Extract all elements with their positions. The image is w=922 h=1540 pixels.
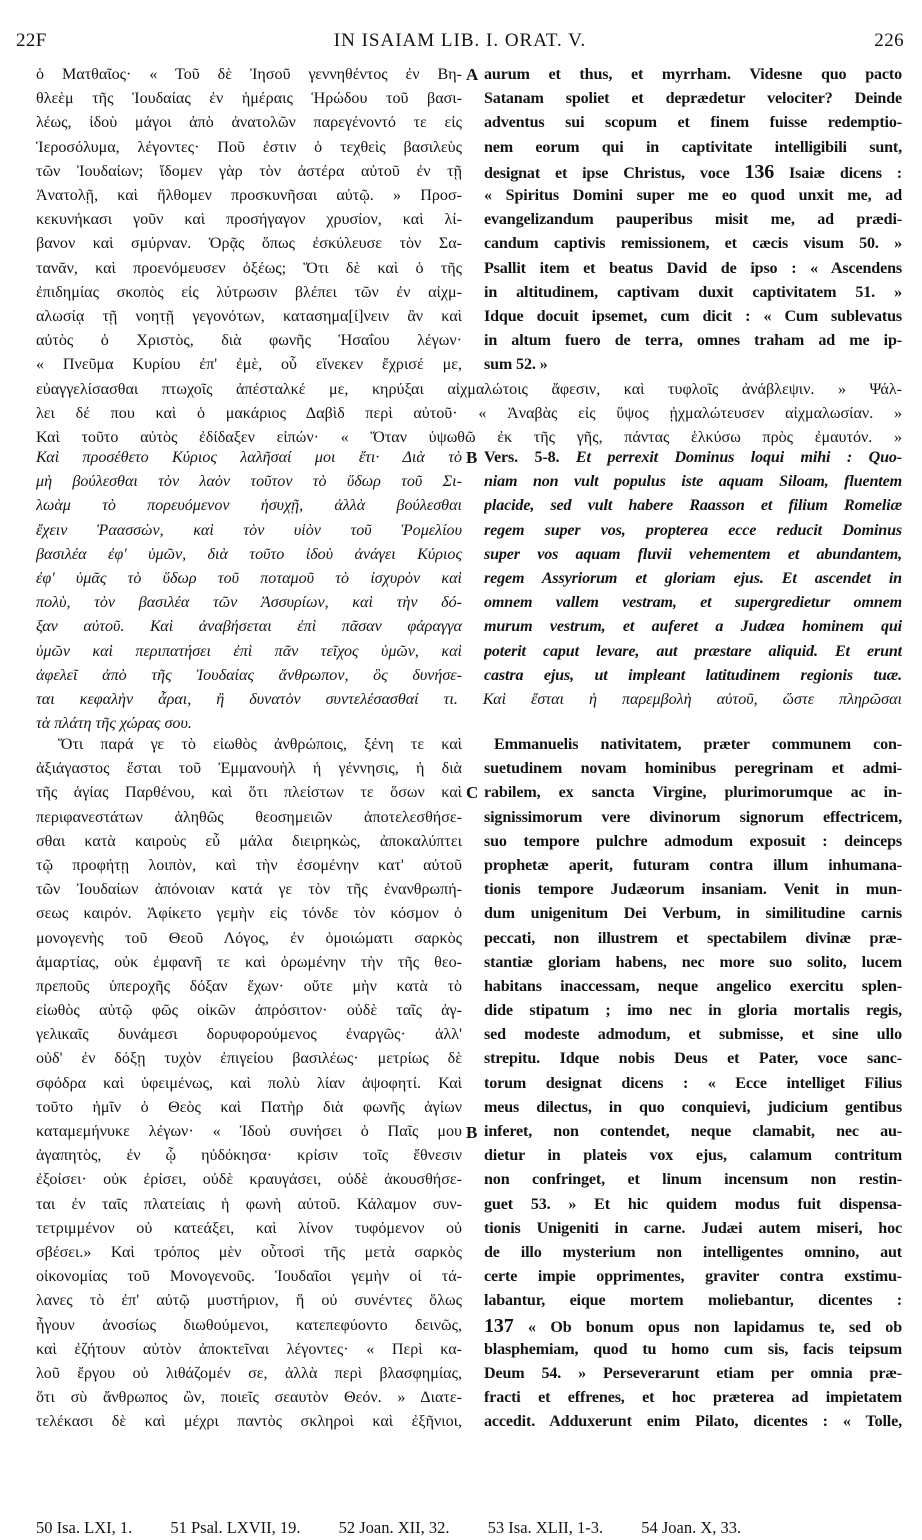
greek-line: λωὰμ τὸ πορευόμενον ἡσυχῇ, ἀλλὰ βούλεσθαι bbox=[36, 497, 462, 515]
margin-marker-c: C bbox=[466, 783, 479, 802]
greek-line: τῶν Ἰουδαίων; ἴδομεν γὰρ τὸν ἀστέρα αὐτοῦ ἐν τῇ bbox=[36, 162, 462, 180]
running-title: IN ISAIAM LIB. I. ORAT. V. bbox=[333, 30, 587, 51]
greek-line: βασιλέα ἐφ' ὑμῶν, διὰ τοῦτο ἰδοὺ ἀνάγει Κύριος bbox=[36, 545, 462, 563]
greek-line: βανον καὶ σμύρναν. Ὁρᾷς ὅπως ἐσκύλευσε τὸν Σα- bbox=[36, 235, 462, 253]
latin-text: candum captivis remissionem, et cæcis visum bbox=[484, 235, 844, 253]
greek-line: σεως καιρόν. Ἀφίκετο γεμὴν εἰς τόνδε τὸν κόσμον ὁ bbox=[36, 905, 462, 923]
full-width-greek-section-1 bbox=[36, 378, 902, 451]
greek-line: Ἱεροσόλυμα, λέγοντες· Ποῦ ἐστιν ὁ τεχθεὶς βασιλεὺς bbox=[36, 138, 462, 156]
latin-line: super vos aquam fluvii vehementem et abundantem, bbox=[484, 545, 902, 563]
footnote: 52 Joan. XII, 32. bbox=[338, 1518, 450, 1537]
latin-line: suetudinem novam hominibus peregrinam et admi- bbox=[484, 760, 902, 778]
greek-line: περιφανεστάτων ἀληθῶς θεοσημειῶν ἀποτελεσθήσε- bbox=[36, 808, 462, 826]
latin-line bbox=[484, 1362, 902, 1386]
greek-line: εἰωθὸς αὐτῷ φῶς οἰκῶν ἀπρόσιτον· οὐδὲ ταῖς ἀγ- bbox=[36, 1002, 462, 1020]
latin-line: dum unigenitum Dei Verbum, in similitudine carnis bbox=[484, 905, 902, 923]
latin-line bbox=[484, 281, 902, 305]
latin-line: accedit. Adduxerunt enim Pilato, dicentes : « Tolle, bbox=[484, 1413, 902, 1431]
latin-line: Psallit item et beatus David de ipso : « Ascendens bbox=[484, 259, 902, 277]
verse-label: Vers. 5-8. bbox=[484, 449, 560, 466]
footnote: 51 Psal. LXVII, 19. bbox=[170, 1518, 301, 1537]
greek-line: μονογενὴς τοῦ Θεοῦ Λόγος, ἐν ὁμοιώματι σαρκὸς bbox=[36, 929, 462, 947]
greek-line: ἀξιάγαστος ἔσται τοῦ Ἐμμανουὴλ ἡ γέννησις, ἡ διὰ bbox=[36, 760, 462, 778]
greek-line: ἀγαπητὸς, ἐν ᾧ ηὐδόκησα· κρίσιν τοῖς ἔθνεσιν bbox=[36, 1147, 462, 1165]
latin-line: peccati, non illustrem et spectabilem divinæ præ- bbox=[484, 929, 902, 947]
latin-line: Satanam spoliet et deprædetur velociter? Deinde bbox=[484, 90, 902, 108]
greek-full-line: ται κεφαλὴν ἆραι, ἢ δυνατὸν συντελέσασθαί τι. Καὶ ἔσται ἡ παρεμβολὴ αὐτοῦ, ὥστε πληρῶσαι bbox=[36, 691, 902, 708]
greek-column-section-1 bbox=[36, 63, 462, 377]
greek-line: λανες τὸ ἐπ' αὐτῷ μυστήριον, ἥ οὐ συνέντες ὅλως bbox=[36, 1292, 462, 1310]
greek-line: ἦγουν ἀνοσίως διωθούμενοι, κατεπεφύοντο δεινῶς, bbox=[36, 1316, 462, 1334]
greek-line: οὐδ' ἐν δόξῃ τυχὸν ἐπιγείου βασιλέως· μετρίως δὲ bbox=[36, 1050, 462, 1068]
greek-full-line: Καὶ τοῦτο αὐτὸς ἐδίδαξεν εἰπών· « Ὅταν ὑψωθῶ ἐκ τῆς γῆς, πάντας ἑλκύσω πρὸς ἐμαυτόν. » bbox=[36, 429, 902, 447]
greek-line: οἰκονομίας τοῦ Μονογενοῦς. Ἰουδαῖοι γεμὴν οἱ τά- bbox=[36, 1268, 462, 1286]
greek-line: αὐτὸς ὁ Χριστὸς, διὰ φωνῆς Ἡσαΐου λέγων· bbox=[36, 332, 462, 350]
greek-line: τῆς ἁγίας Παρθένου, καὶ ὅτι πλείστων τε ὅσων καὶ bbox=[36, 784, 462, 802]
greek-line: ἔχειν Ῥαασσὼν, καὶ τὸν υἱὸν τοῦ Ῥομελίου bbox=[36, 521, 462, 539]
latin-line: aurum et thus, et myrrham. Videsne quo pacto bbox=[484, 66, 902, 83]
full-width-greek-section-2 bbox=[36, 688, 902, 736]
greek-line: ἀφελεῖ ἀπὸ τῆς Ἰουδαίας ἄνθρωπον, ὃς δυνήσε- bbox=[36, 666, 462, 684]
greek-line: ἐπιδημίας σκοπὸς εἰς λύτρωσιν βλέπει τῶν ἐν αἰχμ- bbox=[36, 283, 462, 301]
greek-line: πολὺ, τὸν βασιλέα τῶν Ἀσσυρίων, καὶ τὴν δό- bbox=[36, 594, 462, 612]
greek-line: καὶ ἐζήτουν αὐτὸν ἀποκτεῖναι λέγοντες· « Περὶ κα- bbox=[36, 1340, 462, 1358]
greek-line: τετριμμένον οὐ κατεάξει, καὶ λίνον τυφόμενον οὐ bbox=[36, 1219, 462, 1237]
latin-line: de illo mysterium non intelligentes omnino, aut bbox=[484, 1243, 902, 1261]
greek-column-section-2 bbox=[36, 446, 462, 688]
greek-line: τανᾶν, καὶ προενόμευσεν ὀξέως; Ὅτι δὲ καὶ ὁ τῆς bbox=[36, 259, 462, 277]
page-number-right: 226 bbox=[874, 30, 904, 51]
greek-line: αλωσίᾳ τῇ νοητῇ γεγονότων, κατασημα[ί]νειν ἂν καὶ bbox=[36, 307, 462, 325]
greek-column-section-3 bbox=[36, 733, 462, 1434]
latin-line bbox=[484, 232, 902, 256]
greek-line: ὁ Ματθαῖος· « Τοῦ δὲ Ἰησοῦ γεννηθέντος ἐν Βη- bbox=[36, 66, 462, 83]
greek-line: τῷ προφήτῃ λοιπὸν, καὶ τὴν ἐσομένην κατ' αὐτοῦ bbox=[36, 856, 462, 874]
footnote-ref: 52. » bbox=[516, 356, 548, 374]
latin-line bbox=[484, 1314, 902, 1338]
latin-line: stantiæ gloriam habens, nec more suo solito, lucem bbox=[484, 953, 902, 971]
latin-line: meus dilectus, in quo conquievi, judicium gentibus bbox=[484, 1098, 902, 1116]
greek-line: τελέκασι δὲ καὶ μέχρι παντὸς σκληροὶ καὶ ἐξῆνιοι, bbox=[36, 1413, 462, 1431]
greek-full-line: εὐαγγελίσασθαι πτωχοῖς ἀπέσταλκέ με, κηρύξαι αἰχμαλώτοις ἄφεσιν, καὶ τυφλοῖς ἀνάβλεψιν. » Ψάλ- bbox=[36, 381, 902, 398]
latin-line: poterit caput levare, aut præstare aliquid. Et erunt bbox=[484, 642, 902, 660]
latin-line: in altum fuero de terra, omnes traham ad me ip- bbox=[484, 332, 902, 350]
greek-line: σθαι κατὰ καιροὺς εὖ μάλα διειρηκὼς, ἀποκαλύπτει bbox=[36, 832, 462, 850]
latin-line: nem eorum qui in captivitate intelligibili sunt, bbox=[484, 138, 902, 156]
latin-line: blasphemiam, quod tu homo cum sis, facis teipsum bbox=[484, 1340, 902, 1358]
latin-line: placide, sed vult habere Raasson et filium Romeliæ bbox=[484, 497, 902, 515]
greek-line: Ὅτι παρά γε τὸ εἰωθὸς ἀνθρώποις, ξένη τε καὶ bbox=[58, 736, 462, 753]
page-number-left: 22F bbox=[16, 30, 47, 51]
greek-line: τῶν Ἰουδαίων ἀπόνοιαν κατά γε τὸν τῆς ἐνανθρωπή- bbox=[36, 881, 462, 899]
latin-line: labantur, eique mortem moliebantur, dicentes : bbox=[484, 1292, 902, 1310]
latin-column-section-1 bbox=[484, 63, 902, 377]
latin-text: Deum bbox=[484, 1364, 525, 1382]
footnotes bbox=[36, 1518, 902, 1540]
latin-line bbox=[484, 353, 902, 377]
greek-line: ἐξοίσει· οὐκ ἐρίσει, οὐδὲ κραυγάσει, οὐδὲ ἀκουσθήσε- bbox=[36, 1171, 462, 1189]
latin-column-section-2 bbox=[484, 446, 902, 688]
column-number: 136 bbox=[744, 160, 775, 183]
greek-line: τοῦτο ἡμῖν ὁ Θεὸς καὶ Πατὴρ διὰ φωνῆς ἁγίων bbox=[36, 1098, 462, 1116]
latin-line: suo tempore pulchre admodum exposuit : deinceps bbox=[484, 832, 902, 850]
latin-line: omnem vallem vestram, et supergredietur omnem bbox=[484, 594, 902, 612]
greek-line: γελικαῖς δυνάμεσι δορυφορούμενος ἐναργῶς· ἀλλ' bbox=[36, 1026, 462, 1044]
greek-line: Ἀνατολῇ, καὶ ἤλθομεν προσκυνῆσαι αὐτῷ. » Προσ- bbox=[36, 186, 462, 204]
latin-line: sed modeste admodum, et submisse, et sine ullo bbox=[484, 1026, 902, 1044]
latin-line: signissimorum vere divinorum signorum effectricem, bbox=[484, 808, 902, 826]
latin-line: Idque docuit ipsemet, cum dicit : « Cum sublevatus bbox=[484, 307, 902, 325]
greek-line: ξαν αὐτοῦ. Καὶ ἀναβήσεται ἐπὶ πᾶσαν φάραγγα bbox=[36, 618, 462, 636]
latin-line: prophetæ aperit, futuram contra illum inhumana- bbox=[484, 856, 902, 874]
footnote: 50 Isa. LXI, 1. bbox=[36, 1518, 133, 1537]
greek-line: « Πνεῦμα Κυρίου ἐπ' ἐμὲ, οὗ εἵνεκεν ἔχρισέ με, bbox=[36, 356, 462, 374]
latin-text: sum bbox=[484, 356, 513, 374]
greek-line: λέως, ἰδοὺ μάγοι ἀπὸ ἀνατολῶν παρεγένοντό τε εἰς bbox=[36, 114, 462, 132]
latin-text: « Ob bonum opus non lapidamus te, sed ob bbox=[528, 1318, 902, 1336]
greek-line: μὴ βούλεσθαι τὸν λαὸν τοῦτον τὸ ὕδωρ τοῦ Σι- bbox=[36, 473, 462, 491]
greek-line: θλεὲμ τῆς Ἰουδαίας ἐν ἡμέραις Ἡρώδου τοῦ βασι- bbox=[36, 90, 462, 108]
latin-text: guet bbox=[484, 1195, 513, 1213]
latin-line: certe impie opprimentes, graviter contra exstimu- bbox=[484, 1268, 902, 1286]
margin-marker-b: B bbox=[466, 448, 478, 467]
latin-line: tionis tempore Judæorum insaniam. Venit in mun- bbox=[484, 881, 902, 899]
greek-line: πρεποῦς ὑπεροχῆς δόξαν ἔχων· οὔτε μὴν κατὰ τὸ bbox=[36, 977, 462, 995]
running-header bbox=[16, 30, 904, 54]
latin-line: rabilem, ex sancta Virgine, plurimorumque ac in- bbox=[484, 784, 902, 802]
greek-full-line: λει δέ που καὶ ὁ μακάριος Δαβὶδ περὶ αὐτοῦ· « Ἀναβὰς εἰς ὕψος ᾐχμαλώτευσεν αἰχμαλωσίαν. » bbox=[36, 405, 902, 423]
greek-line: σβέσει.» Καὶ τρόπος μὲν οὗτοσὶ τῆς μετὰ σαρκὸς bbox=[36, 1243, 462, 1261]
greek-line: κεκυνήκασι γοῦν καὶ προσήγαγον χρυσίον, καὶ λί- bbox=[36, 211, 462, 229]
footnote-ref: 50. » bbox=[859, 235, 902, 253]
latin-line: niam non vult populus iste aquam Siloam, fluentem bbox=[484, 473, 902, 491]
margin-marker-b-lower: B bbox=[466, 1123, 478, 1142]
greek-line: καταμεμήνυκε λέγων· « Ἰδοὺ συνήσει ὁ Παῖς μου bbox=[36, 1123, 462, 1140]
latin-line: « Spiritus Domini super me eo quod unxit me, ad bbox=[484, 186, 902, 204]
greek-line: ται ἐν ταῖς πλατείαις ἡ φωνὴ αὐτοῦ. Κάλαμον συν- bbox=[36, 1195, 462, 1213]
greek-line: ἐφ' ὑμᾶς τὸ ὕδωρ τοῦ ποταμοῦ τὸ ἰσχυρὸν καὶ bbox=[36, 569, 462, 587]
latin-line: habitans inaccessam, neque angelico exercitu splen- bbox=[484, 977, 902, 995]
latin-line: evangelizandum pauperibus misit me, ad prædi- bbox=[484, 211, 902, 229]
greek-line: λοῦ ἔργου οὐ λιθάζομέν σε, ἀλλὰ περὶ βλασφημίας, bbox=[36, 1364, 462, 1382]
latin-line: regem Assyriorum et gloriam ejus. Et ascendet in bbox=[484, 569, 902, 587]
latin-line bbox=[484, 446, 902, 470]
greek-line: ἁμαρτίας, οὐκ ἐμφανῆ τε καὶ ὁρωμένην τὴν τῆς θεο- bbox=[36, 953, 462, 971]
footnote-ref: 51. » bbox=[855, 283, 902, 301]
latin-text: Isaiæ dicens : bbox=[789, 164, 902, 182]
greek-line: ὅτι σὺ ἄνθρωπος ὢν, ποιεῖς σεαυτὸν Θεόν. » Διατε- bbox=[36, 1389, 462, 1407]
greek-line: σφόδρα καὶ ὑφειμένως, καὶ πολὺ λίαν ἀψοφητί. Καὶ bbox=[36, 1074, 462, 1092]
latin-line: fracti et effrenes, et hoc præterea ad impietatem bbox=[484, 1389, 902, 1407]
latin-text: 54. » Perseverarunt etiam per omnia præ- bbox=[541, 1364, 902, 1382]
latin-line: adventus sui scopum et finem fuisse redemptio- bbox=[484, 114, 902, 132]
greek-line: Καὶ προσέθετο Κύριος λαλῆσαί μοι ἔτι· Διὰ τὸ bbox=[36, 449, 462, 466]
latin-line: non confringet, et linum incensum non restin- bbox=[484, 1171, 902, 1189]
latin-line: dietur in plateis vox ejus, calamum contritum bbox=[484, 1147, 902, 1165]
latin-line: tionis Unigeniti in carne. Judæi autem miseri, hoc bbox=[484, 1219, 902, 1237]
latin-text: Et perrexit Dominus loqui mihi : Quo- bbox=[575, 449, 902, 466]
latin-line: inferet, non contendet, neque clamabit, nec au- bbox=[484, 1123, 902, 1140]
greek-line: ὑμῶν καὶ περιπατήσει ἐπὶ πᾶν τεῖχος ὑμῶν, καὶ bbox=[36, 642, 462, 660]
latin-line: Emmanuelis nativitatem, præter communem con- bbox=[494, 736, 902, 753]
greek-tail-line: τὰ πλάτη τῆς χώρας σου. bbox=[36, 715, 192, 733]
latin-line: dide stipatum ; imo nec in gloria mortalis regis, bbox=[484, 1002, 902, 1020]
footnote: 53 Isa. XLII, 1-3. bbox=[487, 1518, 604, 1537]
footnote: 54 Joan. X, 33. bbox=[641, 1518, 742, 1537]
latin-line: castra ejus, ut impleant latitudinem regionis tuæ. bbox=[484, 666, 902, 684]
latin-line bbox=[484, 1193, 902, 1217]
latin-text: in altitudinem, captivam duxit captivitatem bbox=[484, 283, 837, 301]
latin-line bbox=[484, 160, 902, 184]
latin-line: strepitu. Idque nobis Deus et Pater, voce sanc- bbox=[484, 1050, 902, 1068]
latin-text: 53. » Et hic quidem modus fuit dispensa- bbox=[530, 1195, 902, 1213]
latin-column-section-3 bbox=[484, 733, 902, 1434]
latin-line: torum designat dicens : « Ecce intelliget Filius bbox=[484, 1074, 902, 1092]
latin-text: designat et ipse Christus, voce bbox=[484, 164, 730, 182]
latin-line: murum vestrum, et auferet a Judæa hominem qui bbox=[484, 618, 902, 636]
latin-line: regem super vos, propterea ecce reducit Dominus bbox=[484, 521, 902, 539]
column-number: 137 bbox=[484, 1314, 514, 1337]
margin-marker-a: A bbox=[466, 65, 479, 84]
